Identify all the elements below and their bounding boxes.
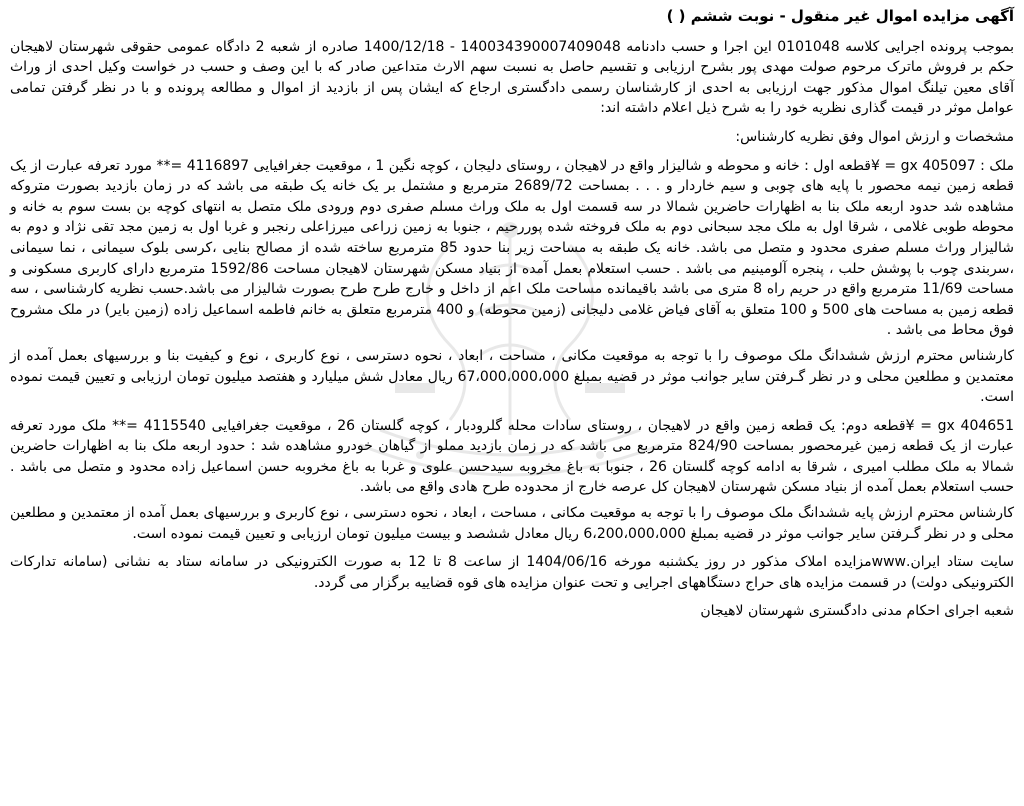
lot1-description: ملک : gx 405097 = ¥قطعه اول : خانه و محوطه و شالیزار واقع در لاهیجان ، روستای دلیجان ، کوچه نگین 1 ، موقعیت جغرافیایی 4116897 =** مورد تعرفه عبارت از یک قطعه زمین نیمه محصور با پایه های چوبی و سیم خاردار و . . . بمساحت 2689/72 مترمربع و مشتمل بر یک خانه یک طبقه می باشد که در زمان بازدید بصورت متروکه مشاهده شد حدود اربعه ملک بنا به اظهارات حاضرین شمالا در سه قسمت اول به ملک وراث مسلم صفری دوم ورودی ملک متصل به انتهای کوچه بن بست سوم به خانه و محوطه طوبی غلامی ، شرقا اول به ملک مجد سبحانی دوم به ملک فروخته شده پوررحیم ، جنوبا به زمین زراعی میرزاعلی رنجبر و غربا اول به زمین مجد تقی نژاد و دوم به شالیزار وراث مسلم صفری محدود و متصل می باشد. خانه یک طبقه به مساحت زیر بنا حدود 85 مترمربع ساخته شده از مصالح بنایی ،کرسی بلوک سیمانی ، نما سیمانی ،سربندی چوب با پوشش حلب ، پنجره آلومینیم می باشد . حسب استعلام بعمل آمده از بنیاد مسکن شهرستان لاهیجان مساحت 1592/86 مترمربع دارای کاربری مسکونی و مساحت 11/69 مترمربع واقع در حریم راه 8 متری می باشد باقیمانده مساحت ملک اعم از داخل و خارج طرح طرح بصورت شالیزار می باشد.حسب نظریه کارشناسی ، سه قطعه زمین به مساحت های 500 و 100 متعلق به آقای فیاض غلامی دلیجانی (زمین محوطه) و 400 مترمربع متعلق به خانم فاطمه اسماعیل زاده (زمین بایر) در ملک مشروح فوق محاط می باشد . [10,157,1014,339]
lot1-valuation: کارشناس محترم ارزش ششدانگ ملک موصوف را با توجه به موقعیت مکانی ، مساحت ، ابعاد ، نحوه دسترسی ، نوع کاربری ، نوع و کیفیت بنا و بررسیهای بعمل آمده از معتمدین و مطلعین محلی و در نظر گـرفتن سایر جوانب موثر در قضیه بمبلغ 67،000،000،000 ریال معادل شش میلیارد و هفتصد میلیون تومان ارزیابی و تعیین قیمت نموده است. [10,347,1015,406]
lot2-valuation: کارشناس محترم ارزش پایه ششدانگ ملک موصوف را با توجه به موقعیت مکانی ، مساحت ، ابعاد ، نحوه دسترسی ، نوع کاربری و بررسیهای بعمل آمده از معتمدین و مطلعین محلی و در نظر گـرفتن سایر جوانب موثر در قضیه بمبلغ 6،200،000،000 ریال معادل ششصد و بیست میلیون تومان ارزیابی و تعیین قیمت نموده است. [10,505,1014,542]
notice-title: آگهی مزایده اموال غیر منقول - نوبت ششم ( ) [666,7,1014,25]
issuing-office-signature: شعبه اجرای احکام مدنی دادگستری شهرستان لاهیجان [700,603,1014,620]
intro-paragraph: بموجب پرونده اجرایی کلاسه 0101048 این اجرا و حسب دادنامه 140034390007409048 - 1400/12/18 صادره از شعبه 2 دادگاه عمومی حقوقی شهرستان لاهیجان حکم بر فروش ماترک مرحوم صولت مهدی پور بشرح ارزیابی و تقسیم حاصل به نسبت سهم الارث متداعین صادر که با این وصف و حسب در خواست وکیل احدی از وراث آقای معین تیلنگ اموال مذکور جهت ارزیابی به احدی از کارشناسان رسمی دادگستری ارجاع که ایشان پس از بازدید از اموال و مطالعه پرونده و با در نظر گرفتن تمامی عوامل موثر در قیمت گذاری نظریه خود را به شرح ذیل اعلام داشته اند: [10,38,1015,117]
section-heading: مشخصات و ارزش اموال وفق نظریه کارشناس: [735,128,1014,145]
lot2-description: gx 404651 = ¥قطعه دوم: یک قطعه زمین واقع در لاهیجان ، روستای سادات محله گلرودبار ، کوچه گلستان 26 ، موقعیت جغرافیایی 4115540 =** ملک مورد تعرفه عبارت از یک قطعه زمین غیرمحصور بمساحت 824/90 مترمربع می باشد که در زمان بازدید مملو از گیاهان خودرو مشاهده شد : حدود اربعه ملک بنا به اظهارات حاضرین شمالا به ملک مطلب امیری ، شرقا به ادامه کوچه گلستان 26 ، جنوبا به باغ مخروبه سیدحسن علوی و غربا به باغ مخروبه حسن اسماعیل زاده محدود و متصل می باشد . حسب استعلام بعمل آمده از بنیاد مسکن شهرستان لاهیجان کل عرصه خارج از محدوده طرح هادی واقع می باشد. [10,417,1014,496]
auction-schedule-paragraph: سایت ستاد ایران.wwwمزایده املاک مذکور در روز یکشنبه مورخه 1404/06/16 از ساعت 8 تا 12 به صورت الکترونیکی در سامانه ستاد به نشانی (سامانه تدارکات الکترونیکی دولت) در قسمت مزایده های حراج دستگاههای اجرایی و تحت عنوان مزایده های قوه قضاییه برگزار می گردد. [10,554,1015,591]
